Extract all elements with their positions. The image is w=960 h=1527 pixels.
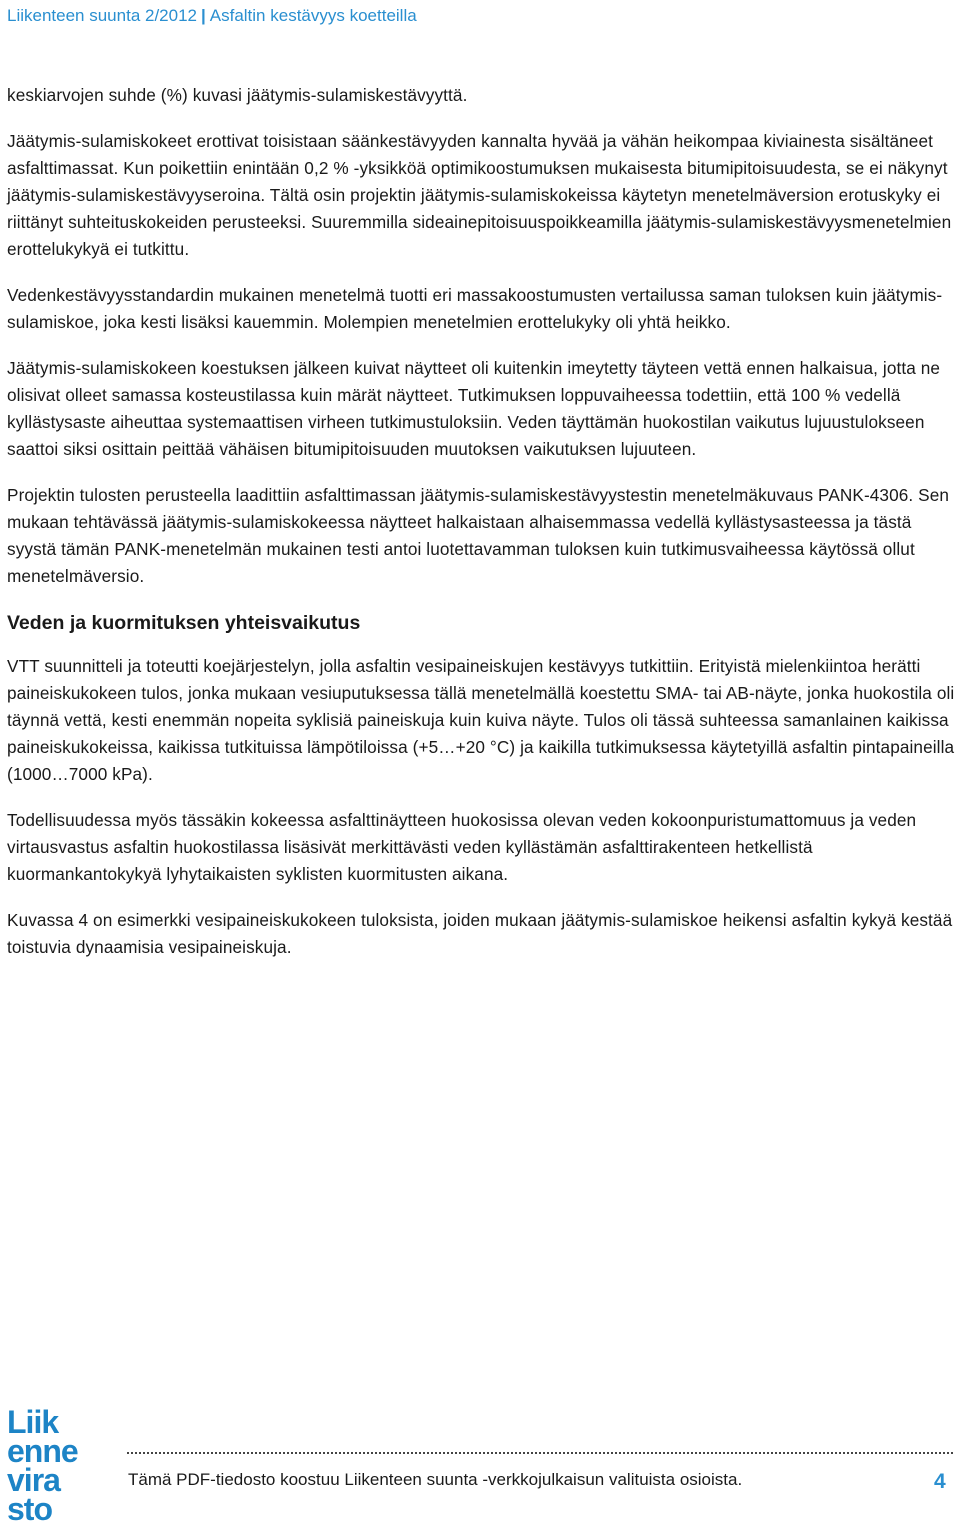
logo-line: vira <box>7 1462 60 1498</box>
page-header <box>7 6 417 26</box>
article-title: Asfaltin kestävyys koetteilla <box>209 6 417 25</box>
paragraph: Jäätymis-sulamiskokeen koestuksen jälkeen kuivat näytteet oli kuitenkin imeytetty täyteen vettä ennen halkaisua, jotta ne olisivat olleet samassa kosteustilassa kuin märät näytteet. Tutkimuksen loppuvaiheessa todettiin, että 100 % vedellä kyllästysaste aiheuttaa systemaattisen virheen tutkimustuloksiin. Veden täyttämän huokostilan vaikutus lujuustulokseen saattoi siksi osittain peittää vähäisen bitumipitoisuuden muutoksen vaikutuksen lujuuteen. <box>7 358 941 459</box>
page-number: 4 <box>934 1470 946 1493</box>
liikennevirasto-logo <box>7 1404 117 1527</box>
logo-line: sto <box>7 1491 52 1527</box>
paragraph: keskiarvojen suhde (%) kuvasi jäätymis-sulamiskestävyyttä. <box>7 85 468 105</box>
article-body <box>7 82 955 980</box>
section-heading: Veden ja kuormituksen yhteisvaikutus <box>7 612 361 634</box>
footer-note: Tämä PDF-tiedosto koostuu Liikenteen suunta -verkkojulkaisun valituista osioista. <box>128 1470 743 1489</box>
paragraph: Kuvassa 4 on esimerkki vesipaineiskukokeen tuloksista, joiden mukaan jäätymis-sulamiskoe heikensi asfaltin kykyä kestää toistuvia dynaamisia vesipaineiskuja. <box>7 910 953 957</box>
footer-divider <box>127 1452 953 1454</box>
paragraph: Projektin tulosten perusteella laadittiin asfalttimassan jäätymis-sulamiskestävyystestin menetelmäkuvaus PANK-4306. Sen mukaan tehtävässä jäätymis-sulamiskokeessa näytteet halkaistaan alhaisemmassa vedellä kyllästysasteessa ja tästä syystä tämän PANK-menetelmän mukainen testi antoi luotettavamman tuloksen kuin tutkimusvaiheessa käytössä ollut menetelmäversio. <box>7 485 950 586</box>
paragraph: Jäätymis-sulamiskokeet erottivat toisistaan säänkestävyyden kannalta hyvää ja vähän heikompaa kiviainesta sisältäneet asfalttimassat. Kun poikettiin enintään 0,2 % -yksikköä optimikoostumuksen mukaisesta bitumipitoisuudesta, se ei näkynyt jäätymis-sulamiskestävyyseroina. Tältä osin projektin jäätymis-sulamiskokeissa käytetyn menetelmäversion erotuskyky ei riittänyt suhteituskokeiden perusteeksi. Suuremmilla sideainepitoisuuspoikkeamilla jäätymis-sulamiskestävyysmenetelmien erottelukykyä ei tutkittu. <box>7 131 952 259</box>
publication-title: Liikenteen suunta 2/2012 <box>7 6 197 25</box>
paragraph: Vedenkestävyysstandardin mukainen menetelmä tuotti eri massakoostumusten vertailussa saman tuloksen kuin jäätymis-sulamiskoe, joka kesti lisäksi kauemmin. Molempien menetelmien erottelukyky oli yhtä heikko. <box>7 285 943 332</box>
logo-line: Liik <box>7 1404 59 1440</box>
header-separator: | <box>201 6 206 25</box>
paragraph: Todellisuudessa myös tässäkin kokeessa asfalttinäytteen huokosissa olevan veden kokoonpuristumattomuus ja veden virtausvastus asfaltin huokostilassa lisäsivät merkittävästi veden kyllästämän asfalttirakenteen hetkellistä kuormankantokykyä lyhytaikaisten syklisten kuormitusten aikana. <box>7 810 917 884</box>
paragraph: VTT suunnitteli ja toteutti koejärjestelyn, jolla asfaltin vesipaineiskujen kestävyys tutkittiin. Erityistä mielenkiintoa herätti paineiskukokeen tulos, jonka mukaan vesiuputuksessa tällä menetelmällä koestettu SMA- tai AB-näyte, jonka huokostila oli täynnä vettä, kesti enemmän nopeita syklisiä paineiskuja kuin kuiva näyte. Tulos oli tässä suhteessa samanlainen kaikissa paineiskukokeissa, kaikissa tutkituissa lämpötiloissa (+5…+20 °C) ja kaikilla tutkimuksessa käytetyillä asfaltin pintapaineilla (1000…7000 kPa). <box>7 656 955 784</box>
logo-line: enne <box>7 1433 78 1469</box>
